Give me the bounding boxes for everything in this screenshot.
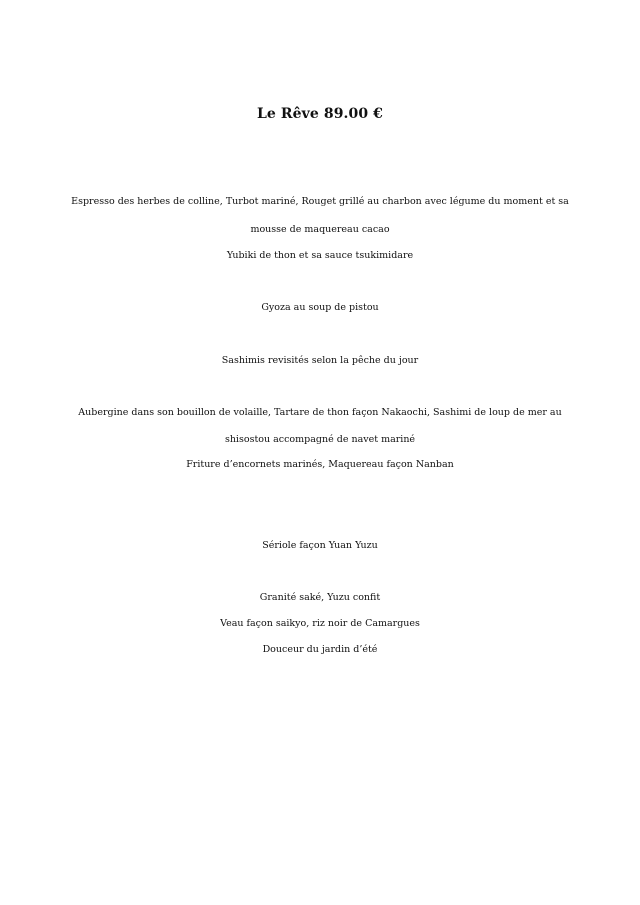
menu-line-5: Sashimis revisités selon la pêche du jour bbox=[221, 355, 419, 366]
menu-line-12: Douceur du jardin d’été bbox=[262, 644, 378, 655]
menu-line-3: Yubiki de thon et sa sauce tsukimidare bbox=[226, 250, 414, 261]
menu-title: Le Rêve 89.00 € bbox=[256, 106, 384, 122]
menu-line-7: shisostou accompagné de navet mariné bbox=[224, 434, 416, 445]
menu-line-9: Sériole façon Yuan Yuzu bbox=[262, 540, 378, 551]
menu-line-11: Veau façon saikyo, riz noir de Camargues bbox=[220, 618, 420, 629]
menu-line-10: Granité saké, Yuzu confit bbox=[259, 592, 381, 603]
menu-line-2: mousse de maquereau cacao bbox=[250, 224, 390, 235]
menu-line-6: Aubergine dans son bouillon de volaille, Tartare de thon façon Nakaochi, Sashimi de loup de mer au bbox=[78, 407, 562, 418]
menu-line-4: Gyoza au soup de pistou bbox=[261, 302, 379, 313]
menu-line-1: Espresso des herbes de colline, Turbot mariné, Rouget grillé au charbon avec légume du moment et sa bbox=[71, 196, 569, 207]
menu-line-8: Friture d’encornets marinés, Maquereau façon Nanban bbox=[186, 459, 454, 470]
